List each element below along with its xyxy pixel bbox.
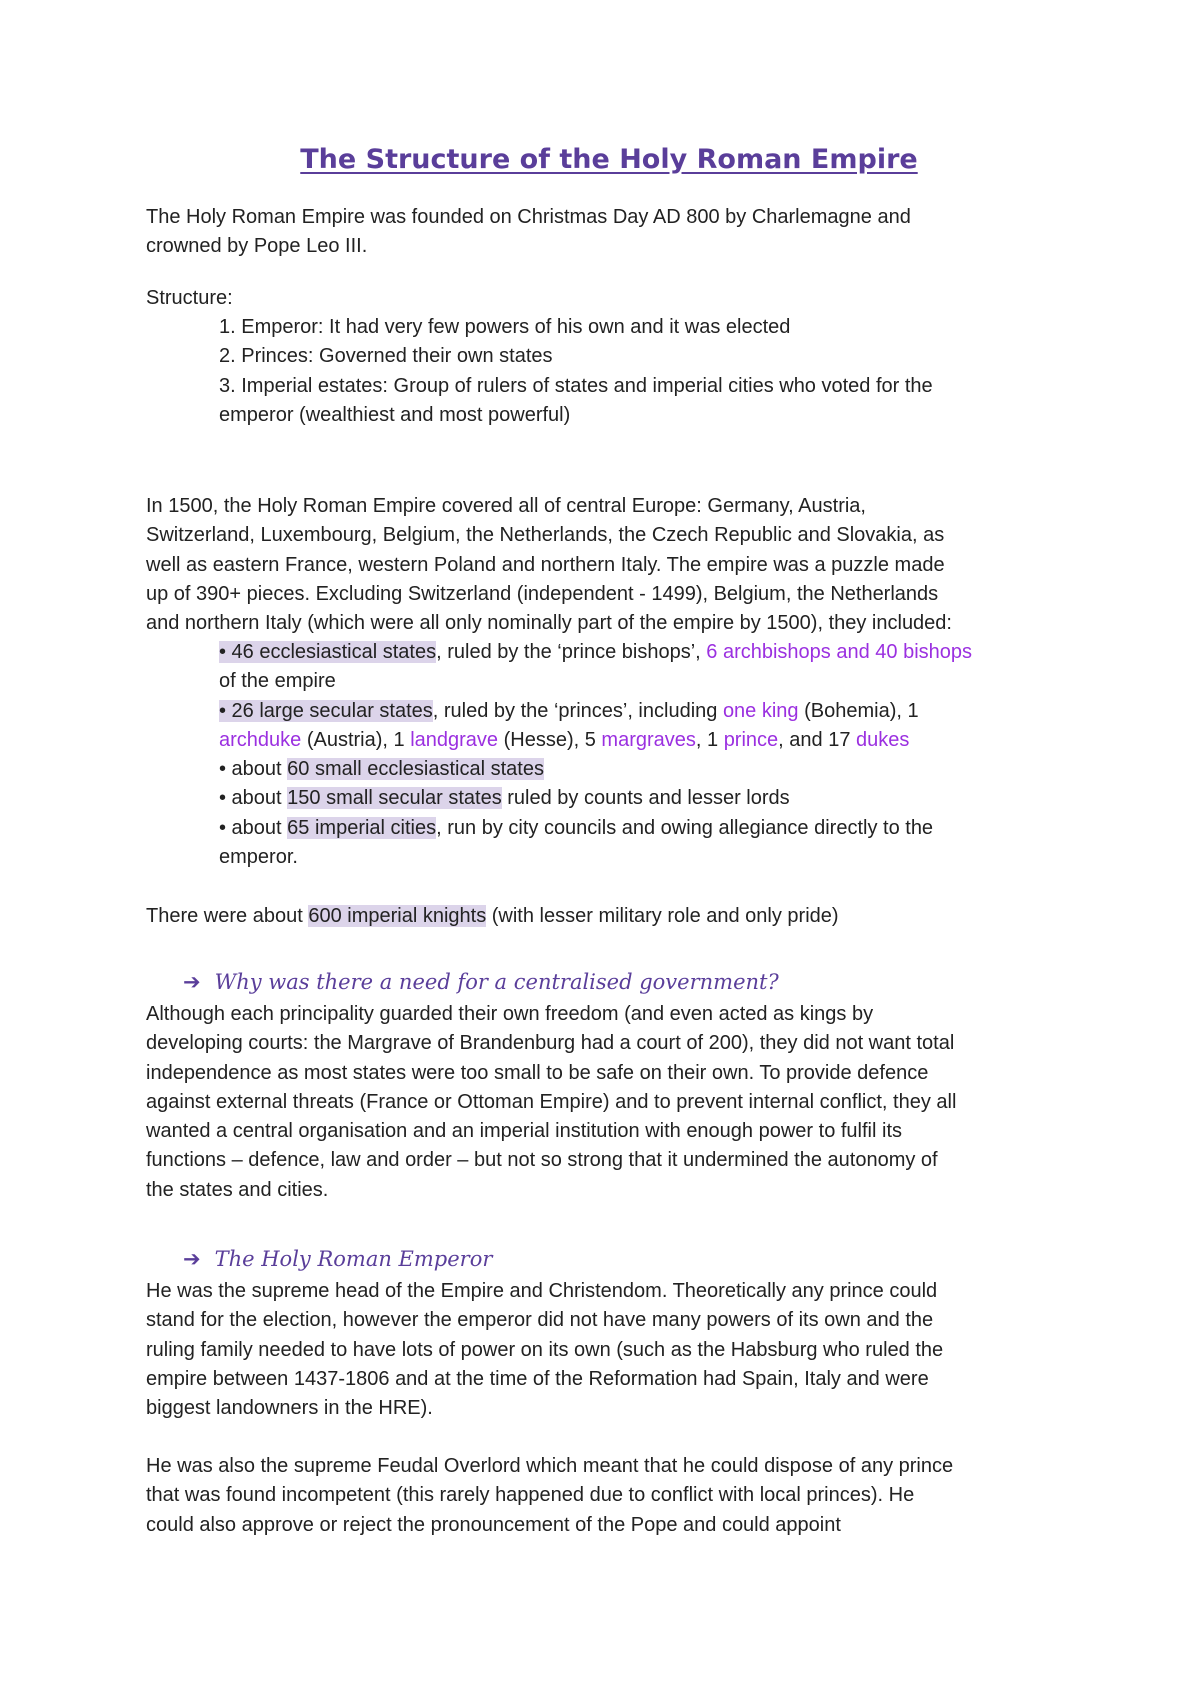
arrow-right-icon: ➔: [183, 1247, 201, 1271]
text-line: crowned by Pope Leo III.: [146, 235, 368, 258]
text-line: and northern Italy (which were all only nominally part of the empire by 1500), they included:: [146, 612, 952, 635]
intro-paragraph: [146, 203, 1066, 262]
purple-text: archduke: [219, 728, 302, 751]
text-line: In 1500, the Holy Roman Empire covered all of central Europe: Germany, Austria,: [146, 495, 866, 517]
list-item: 1. Emperor: It had very few powers of his own and it was elected: [219, 316, 791, 338]
text-line: ruling family needed to have lots of power on its own (such as the Habsburg who ruled the: [146, 1338, 944, 1361]
text-line: empire between 1437-1806 and at the time of the Reformation had Spain, Italy and were: [146, 1367, 929, 1390]
list-item: • 46 ecclesiastical states, ruled by the ‘prince bishops’, 6 archbishops and 40 bishops: [219, 641, 973, 663]
text-line: developing courts: the Margrave of Brandenburg had a court of 200), they did not want total: [146, 1032, 955, 1055]
bullet-list: [219, 638, 1069, 872]
text-line: the states and cities.: [146, 1178, 329, 1201]
structure-list: [219, 313, 1069, 430]
text-line: up of 390+ pieces. Excluding Switzerland (independent - 1499), Belgium, the Netherlands: [146, 582, 939, 605]
highlight: • 46 ecclesiastical states: [219, 641, 437, 663]
text-line: against external threats (France or Ottoman Empire) and to prevent internal conflict, they all: [146, 1090, 957, 1113]
paragraph-1500: [146, 492, 1066, 638]
section-heading-holy-roman-emperor: ➔ The Holy Roman Emperor: [183, 1247, 493, 1271]
purple-text: margraves: [601, 728, 696, 751]
purple-text: landgrave: [410, 728, 499, 751]
highlight: 600 imperial knights: [308, 905, 487, 927]
highlight: • 26 large secular states: [219, 699, 433, 722]
purple-text: one king: [722, 699, 799, 722]
list-item-continued: emperor (wealthiest and most powerful): [219, 403, 571, 426]
highlight: 65 imperial cities: [287, 816, 437, 839]
purple-text: dukes: [856, 728, 910, 751]
text-line: He was also the supreme Feudal Overlord which meant that he could dispose of any prince: [146, 1455, 954, 1477]
text-line: functions – defence, law and order – but not so strong that it undermined the autonomy of: [146, 1149, 938, 1172]
text-line: independence as most states were too small to be safe on their own. To provide defence: [146, 1061, 929, 1084]
section-paragraph: [146, 1000, 1066, 1205]
purple-text: 6 archbishops and 40 bishops: [706, 641, 973, 663]
list-item: 3. Imperial estates: Group of rulers of states and imperial cities who voted for the: [219, 374, 933, 397]
highlight: 150 small secular states: [287, 787, 502, 810]
list-item-continued: of the empire: [219, 670, 336, 693]
list-item: • 26 large secular states, ruled by the ‘princes’, including one king (Bohemia), 1: [219, 699, 919, 722]
text-line: could also approve or reject the pronouncement of the Pope and could appoint: [146, 1513, 841, 1536]
list-item: • about 65 imperial cities, run by city councils and owing allegiance directly to the: [219, 816, 934, 839]
text-line: stand for the election, however the emperor did not have many powers of its own and the: [146, 1309, 934, 1332]
section-paragraph: [146, 1277, 1066, 1423]
arrow-right-icon: ➔: [183, 970, 201, 994]
list-item-continued: emperor.: [219, 846, 298, 869]
structure-label: Structure:: [146, 287, 233, 309]
text-line: He was the supreme head of the Empire and Christendom. Theoretically any prince could: [146, 1280, 938, 1302]
list-item: • about 150 small secular states ruled by counts and lesser lords: [219, 787, 790, 810]
highlight: 60 small ecclesiastical states: [287, 758, 544, 781]
list-item-continued: archduke (Austria), 1 landgrave (Hesse), 5 margraves, 1 prince, and 17 dukes: [219, 728, 910, 751]
purple-text: prince: [723, 728, 779, 751]
text-line: that was found incompetent (this rarely happened due to conflict with local princes). He: [146, 1484, 915, 1507]
text-line: The Holy Roman Empire was founded on Christmas Day AD 800 by Charlemagne and: [146, 206, 911, 228]
page-title: The Structure of the Holy Roman Empire: [300, 144, 918, 175]
section-paragraph: [146, 1452, 1066, 1540]
text-line: wanted a central organisation and an imperial institution with enough power to fulfil its: [146, 1120, 902, 1143]
knights-paragraph: There were about 600 imperial knights (with lesser military role and only pride): [146, 905, 839, 927]
list-item: 2. Princes: Governed their own states: [219, 345, 553, 368]
text-line: biggest landowners in the HRE).: [146, 1397, 433, 1420]
text-line: Although each principality guarded their own freedom (and even acted as kings by: [146, 1003, 874, 1025]
text-line: Switzerland, Luxembourg, Belgium, the Netherlands, the Czech Republic and Slovakia, as: [146, 524, 945, 547]
text-line: well as eastern France, western Poland and northern Italy. The empire was a puzzle made: [146, 553, 945, 576]
list-item: • about 60 small ecclesiastical states: [219, 758, 544, 781]
section-heading-centralised-government: ➔ Why was there a need for a centralised government?: [183, 970, 779, 994]
